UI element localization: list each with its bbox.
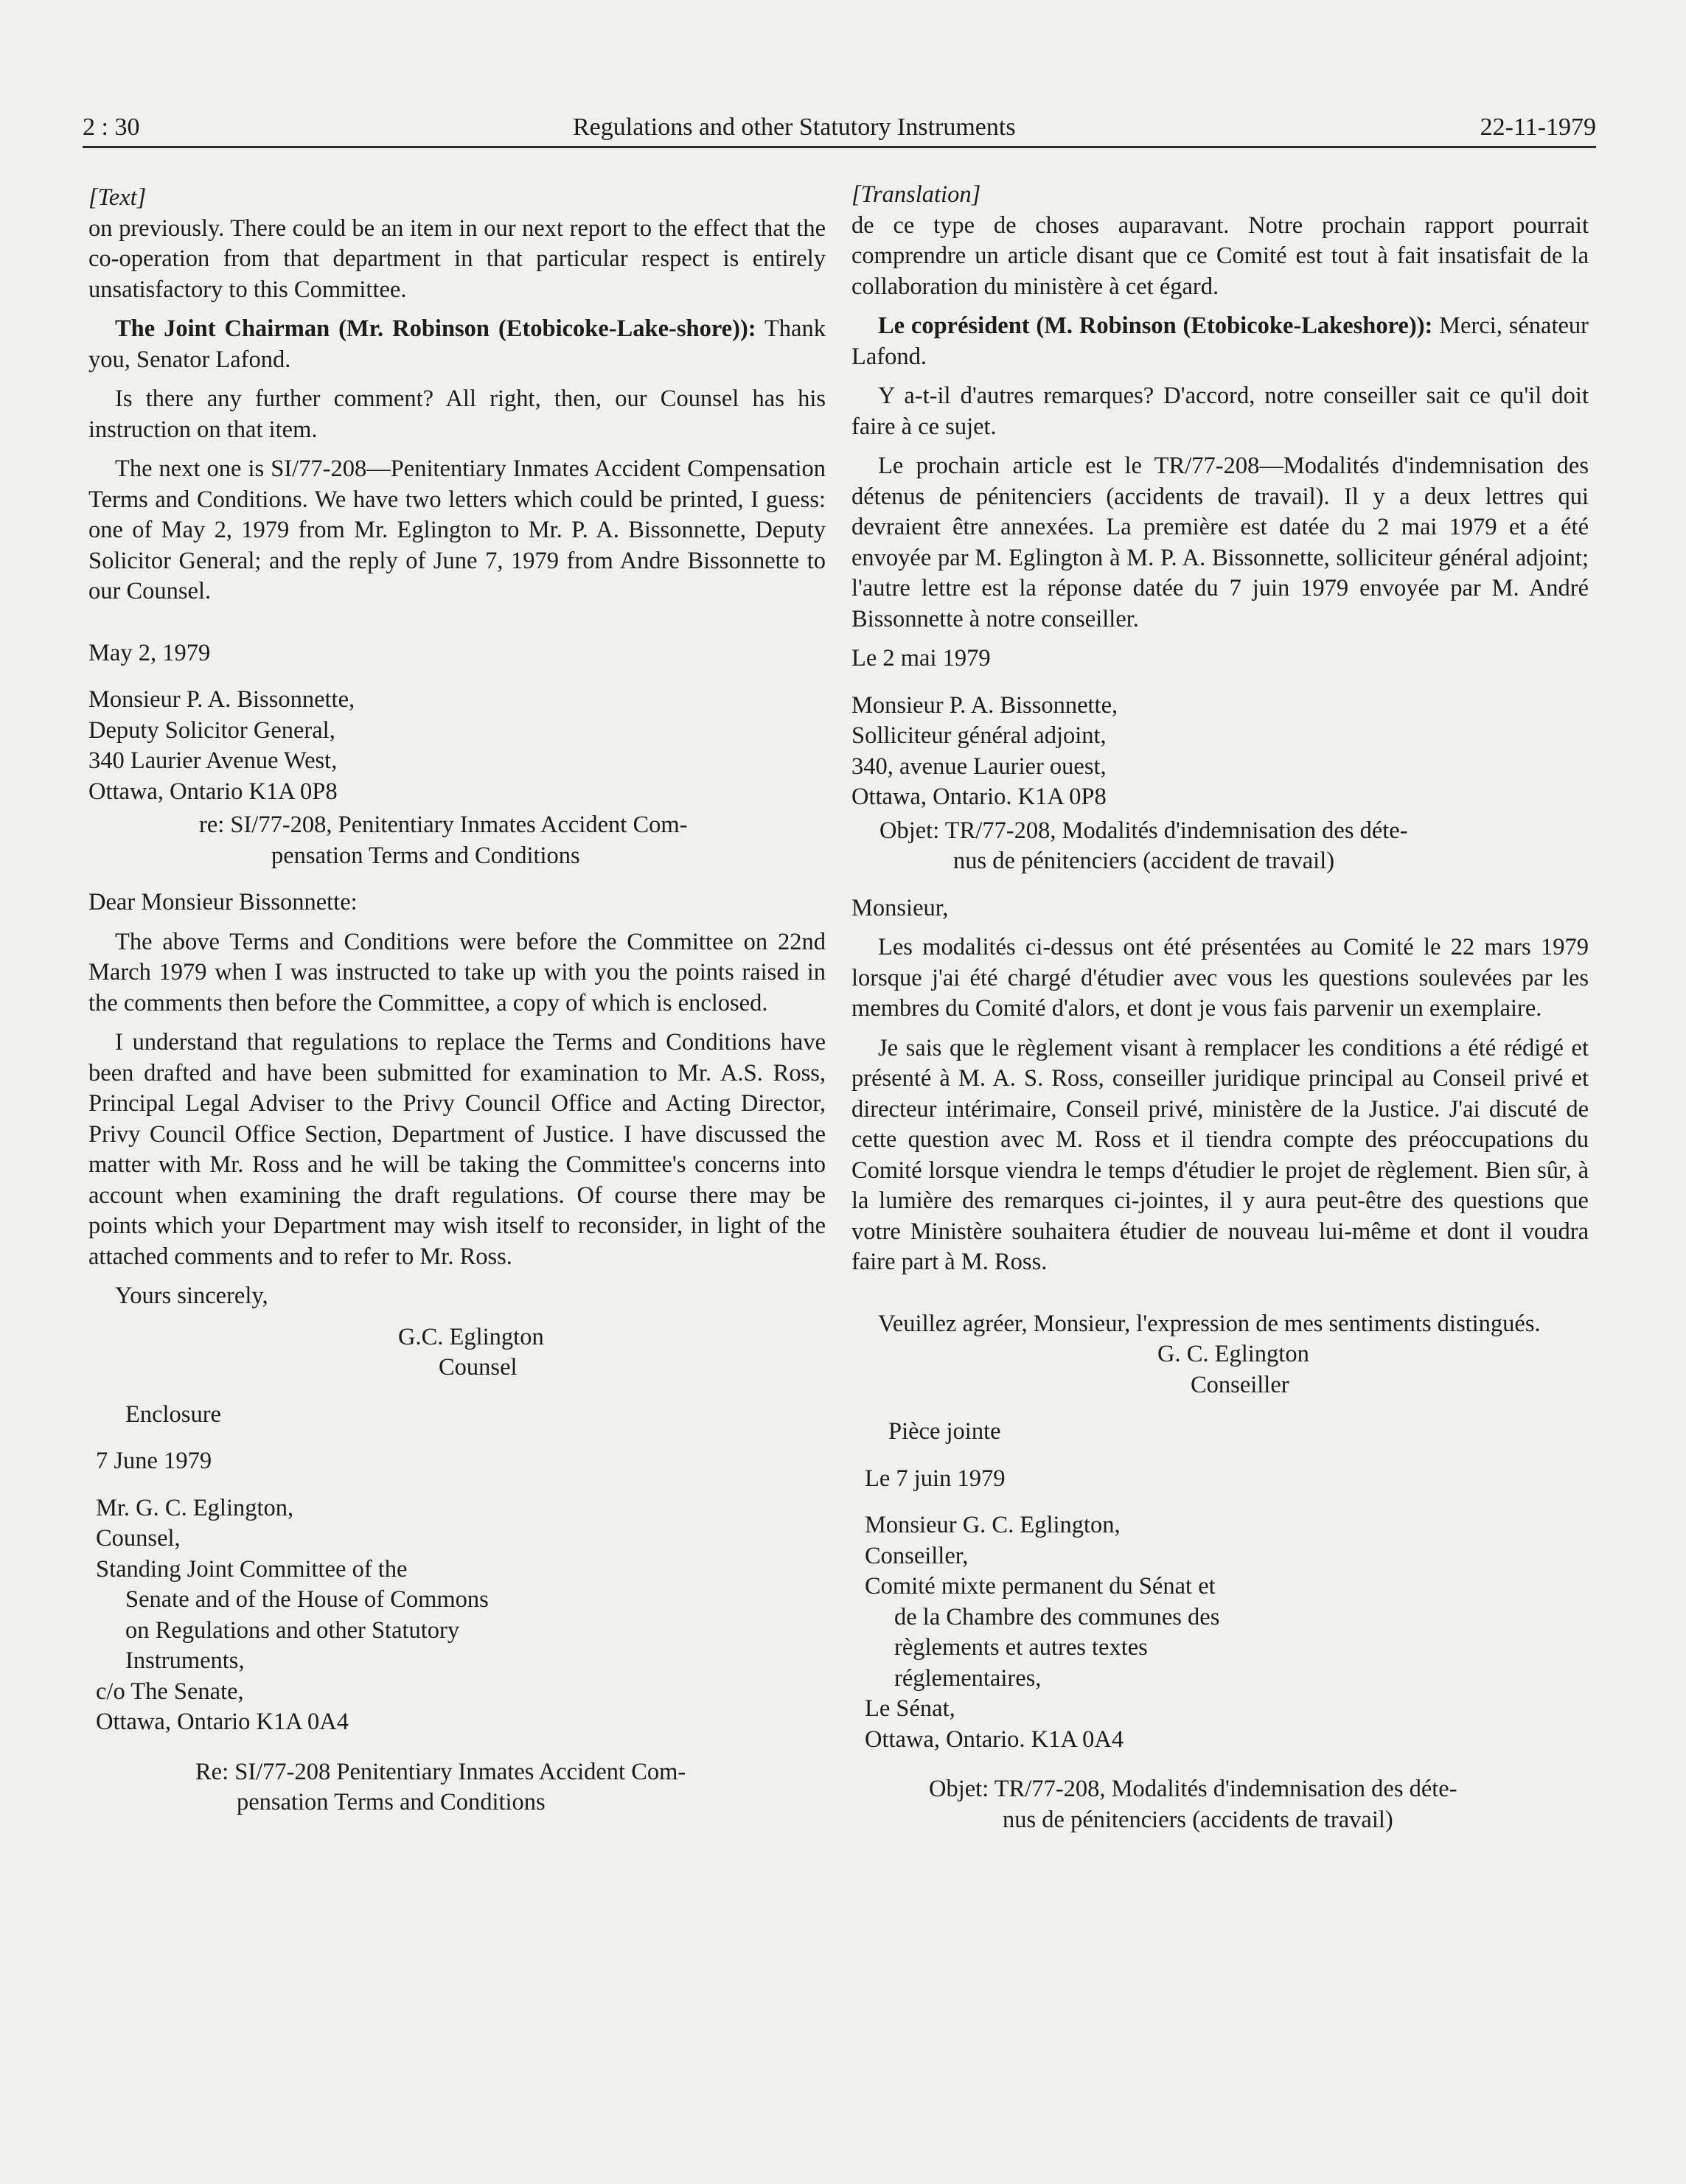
letter-address: [851, 691, 1589, 813]
letter-closing: Veuillez agréer, Monsieur, l'expression de mes sentiments distingués.: [878, 1310, 1541, 1337]
french-column: [851, 180, 1589, 1835]
address-line: c/o The Senate,: [96, 1678, 244, 1705]
letter-date: May 2, 1979: [88, 639, 211, 666]
letter-date: Le 7 juin 1979: [865, 1465, 1006, 1492]
letter-date: 7 June 1979: [96, 1448, 212, 1474]
speaker-paragraph: [88, 314, 826, 375]
address-line: de la Chambre des communes des: [894, 1603, 1220, 1630]
address-line: 340 Laurier Avenue West,: [88, 747, 338, 774]
signatory-name: G.C. Eglington: [398, 1323, 544, 1350]
address-line: Mr. G. C. Eglington,: [96, 1494, 294, 1521]
header-rule: [83, 146, 1596, 148]
address-line: réglementaires,: [894, 1664, 1042, 1692]
address-line: Monsieur P. A. Bissonnette,: [851, 691, 1118, 719]
signatory-title: Counsel: [439, 1354, 518, 1381]
speech-text: Thank you, Senator Lafond.: [88, 315, 826, 373]
paragraph: Y a-t-il d'autres remarques? D'accord, notre conseiller sait ce qu'il doit faire à ce sujet.: [851, 383, 1589, 440]
subject-line: pensation Terms and Conditions: [237, 1789, 546, 1815]
address-line: Counsel,: [96, 1525, 181, 1552]
paragraph: de ce type de choses auparavant. Notre prochain rapport pourrait comprendre un article disant que ce Comité est tout à fait insatisfait de la collaboration du ministère à cet égard.: [851, 212, 1589, 300]
letter-date: Le 2 mai 1979: [851, 645, 991, 671]
address-line: Ottawa, Ontario K1A 0A4: [96, 1709, 349, 1735]
subject-line: nus de pénitenciers (accident de travail): [953, 848, 1335, 874]
address-line: on Regulations and other Statutory: [125, 1616, 460, 1644]
letter-paragraph: I understand that regulations to replace the Terms and Conditions have been drafted and have been submitted for examination to Mr. A.S. Ross, Principal Legal Adviser to the Privy Council Office and Acting Director, Privy Council Office Section, Department of Justice. I have discussed the matter with Mr. Ross and he will be taking the Committee's concerns into account when examining the draft regulations. Of course there may be points which your Department may wish itself to reconsider, in light of the attached comments and to refer to Mr. Ross.: [88, 1029, 826, 1270]
subject-line: Objet: TR/77-208, Modalités d'indemnisation des déte-: [879, 817, 1408, 844]
letter-enclosure: Pièce jointe: [888, 1418, 1001, 1445]
address-line: Senate and of the House of Commons: [125, 1586, 489, 1613]
letter-enclosure: Enclosure: [125, 1400, 221, 1428]
speaker-name: Le coprésident (M. Robinson (Etobicoke-Lakeshore)):: [878, 313, 1433, 339]
speech-text: Merci, sénateur Lafond.: [851, 313, 1589, 370]
running-title: Regulations and other Statutory Instruments: [573, 114, 1016, 141]
signatory-name: G. C. Eglington: [1157, 1341, 1309, 1367]
letter-paragraph: Les modalités ci-dessus ont été présentées au Comité le 22 mars 1979 lorsque j'ai été chargé d'étudier avec vous les questions soulevées par les membres du Comité d'alors, et dont je vous fais parvenir un exemplaire.: [851, 934, 1589, 1022]
paragraph: The next one is SI/77-208—Penitentiary Inmates Accident Compensation Terms and Conditions. We have two letters which could be printed, I guess: one of May 2, 1979 from Mr. Eglington to Mr. P. A. Bissonnette, Deputy Solicitor General; and the reply of June 7, 1979 from Andre Bissonnette to our Counsel.: [88, 456, 826, 604]
letter-signature: [398, 1322, 826, 1384]
subject-line: Re: SI/77-208 Penitentiary Inmates Accident Com-: [195, 1758, 686, 1785]
address-line: Standing Joint Committee of the: [96, 1555, 408, 1583]
letter-address: [851, 1510, 1589, 1755]
address-line: Monsieur P. A. Bissonnette,: [88, 686, 355, 713]
translation-tag: [Translation]: [851, 181, 981, 208]
speaker-name: The Joint Chairman (Mr. Robinson (Etobicoke-Lake-shore)):: [115, 315, 756, 342]
paragraph: on previously. There could be an item in our next report to the effect that the co-operation from that department in that particular respect is entirely unsatisfactory to this Committee.: [88, 214, 826, 303]
letter-salutation: Monsieur,: [851, 894, 949, 921]
letter-subject: [851, 816, 1589, 877]
address-line: Ottawa, Ontario. K1A 0A4: [865, 1726, 1124, 1753]
letter-address: [88, 685, 826, 807]
subject-line: nus de pénitenciers (accidents de travail): [1003, 1806, 1393, 1833]
address-line: Le Sénat,: [865, 1695, 955, 1722]
letter-signature: [1157, 1339, 1589, 1400]
letter-salutation: Dear Monsieur Bissonnette:: [88, 889, 358, 915]
address-line: Monsieur G. C. Eglington,: [865, 1512, 1121, 1538]
address-line: 340, avenue Laurier ouest,: [851, 753, 1107, 780]
paragraph: Is there any further comment? All right, then, our Counsel has his instruction on that item.: [88, 385, 826, 443]
signatory-title: Conseiller: [1191, 1371, 1289, 1398]
letter-address: [88, 1493, 826, 1738]
address-line: Instruments,: [125, 1647, 245, 1674]
speaker-paragraph: [851, 311, 1589, 372]
letter-paragraph: Je sais que le règlement visant à remplacer les conditions a été rédigé et présenté à M. A. S. Ross, conseiller juridique principal au Conseil privé et directeur intérimaire, Conseil privé, ministère de la Justice. J'ai discuté de cette question avec M. Ross et il tiendra compte des préoccupations du Comité lorsque viendra le temps d'étudier le projet de règlement. Bien sûr, à la lumière des remarques ci-jointes, il y aura peut-être des questions que votre Ministère souhaitera étudier de nouveau lui-même et dont il voudra faire part à M. Ross.: [851, 1034, 1589, 1275]
subject-line: re: SI/77-208, Penitentiary Inmates Accident Com-: [199, 812, 688, 838]
address-line: règlements et autres textes: [894, 1634, 1148, 1661]
letter-paragraph: The above Terms and Conditions were before the Committee on 22nd March 1979 when I was instructed to take up with you the points raised in the comments then before the Committee, a copy of which is enclosed.: [88, 928, 826, 1016]
address-line: Conseiller,: [865, 1542, 969, 1569]
letter-subject: [851, 1774, 1589, 1835]
header-date: 22-11-1979: [1480, 114, 1596, 141]
letter-closing: Yours sincerely,: [115, 1283, 268, 1309]
address-line: Comité mixte permanent du Sénat et: [865, 1573, 1216, 1599]
letter-subject: [88, 810, 826, 871]
address-line: Solliciteur général adjoint,: [851, 722, 1107, 749]
page-header: [83, 103, 1596, 147]
page-number: 2 : 30: [83, 114, 140, 141]
letter-subject: [88, 1757, 826, 1818]
address-line: Deputy Solicitor General,: [88, 716, 335, 744]
text-tag: [Text]: [88, 184, 147, 211]
english-column: [88, 183, 826, 1818]
subject-line: Objet: TR/77-208, Modalités d'indemnisation des déte-: [929, 1776, 1457, 1802]
paragraph: Le prochain article est le TR/77-208—Modalités d'indemnisation des détenus de pénitenciers (accidents de travail). Il y a deux lettres qui devraient être annexées. La première est datée du 2 mai 1979 et a été envoyée par M. Eglington à M. P. A. Bissonnette, solliciteur général adjoint; l'autre lettre est la réponse datée du 7 juin 1979 envoyée par M. André Bissonnette à notre conseiller.: [851, 453, 1589, 632]
subject-line: pensation Terms and Conditions: [271, 842, 580, 869]
address-line: Ottawa, Ontario K1A 0P8: [88, 778, 338, 805]
address-line: Ottawa, Ontario. K1A 0P8: [851, 784, 1107, 810]
